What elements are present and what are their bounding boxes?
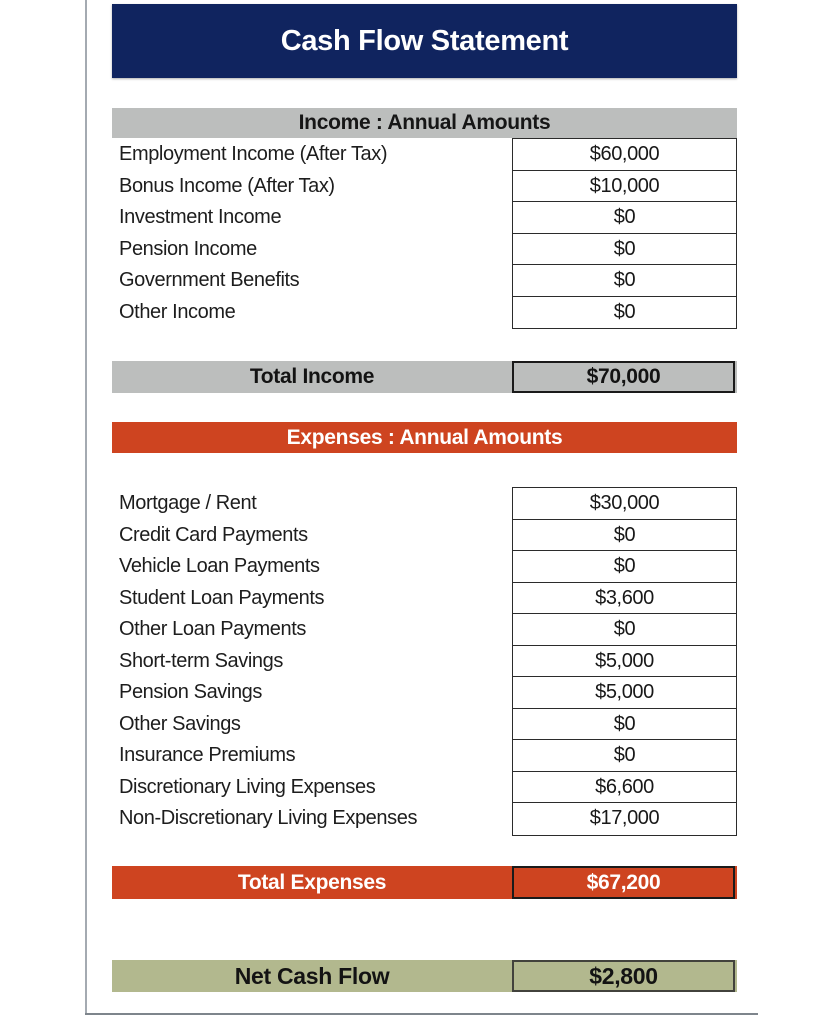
net-cash-flow-value: $2,800: [512, 960, 735, 992]
expenses-row-label: Insurance Premiums: [119, 744, 296, 766]
expenses-row-label: Pension Savings: [119, 681, 262, 703]
total-income-row: [112, 361, 737, 393]
income-labels-column: [112, 139, 512, 328]
income-values-column: [512, 138, 737, 329]
expenses-row-label: Non-Discretionary Living Expenses: [119, 807, 418, 829]
expenses-row-value: $6,600: [513, 772, 736, 804]
expenses-row-value: $30,000: [513, 488, 736, 520]
total-income-value: $70,000: [512, 361, 735, 393]
net-cash-flow-row: [112, 960, 737, 992]
total-expenses-label: Total Expenses: [237, 870, 387, 894]
statement-title-bar: [112, 4, 737, 78]
expenses-row-value: $0: [513, 740, 736, 772]
expenses-row-value: $0: [513, 614, 736, 646]
expenses-row-label: Other Savings: [119, 712, 241, 735]
income-section-header: [112, 108, 737, 138]
total-expenses-row: [112, 866, 737, 899]
expenses-section-header: [112, 422, 737, 453]
expenses-row-value: $0: [513, 551, 736, 583]
income-row-label: Pension Income: [119, 237, 257, 260]
income-row-label: Bonus Income (After Tax): [119, 174, 335, 197]
income-row-value: $0: [513, 265, 736, 297]
expenses-row-label: Vehicle Loan Payments: [119, 555, 320, 577]
income-row-label: Employment Income (After Tax): [119, 143, 388, 165]
expenses-row-label: Other Loan Payments: [119, 618, 306, 640]
expenses-row-value: $17,000: [589, 807, 660, 829]
expenses-row-value: $3,600: [513, 583, 736, 615]
income-section-header-label: Income : Annual Amounts: [298, 111, 551, 134]
page-border-left: [85, 0, 87, 1015]
income-row-value: $0: [513, 234, 736, 266]
expenses-row-label: Mortgage / Rent: [119, 492, 257, 514]
expense-values-column: [512, 487, 737, 836]
income-row-label: Investment Income: [119, 206, 282, 228]
total-income-label: Total Income: [249, 365, 375, 388]
income-row-label: Other Income: [119, 300, 236, 323]
income-rows-block: [112, 138, 737, 330]
expenses-section-header-label: Expenses : Annual Amounts: [286, 425, 563, 449]
expenses-row-value: $5,000: [513, 677, 736, 709]
total-expenses-value: $67,200: [512, 866, 735, 899]
income-row-value: $10,000: [513, 171, 736, 203]
page-border-bottom: [85, 1013, 758, 1015]
page-title: Cash Flow Statement: [280, 24, 569, 57]
expenses-row-value: $0: [513, 520, 736, 552]
expense-rows-block: [112, 487, 737, 837]
expenses-row-label: Credit Card Payments: [119, 523, 308, 546]
net-cash-flow-label: Net Cash Flow: [234, 962, 390, 989]
expenses-row-value: $0: [513, 709, 736, 741]
expenses-row-label: Discretionary Living Expenses: [119, 775, 376, 798]
income-row-value: $60,000: [513, 139, 736, 171]
expense-labels-column: [112, 488, 512, 835]
expenses-row-value: $5,000: [513, 646, 736, 678]
expenses-row-label: Short-term Savings: [119, 649, 283, 672]
income-row-label: Government Benefits: [119, 269, 300, 291]
expenses-row-label: Student Loan Payments: [119, 586, 325, 609]
income-row-value: $0: [513, 202, 736, 234]
income-row-value: $0: [613, 300, 636, 323]
